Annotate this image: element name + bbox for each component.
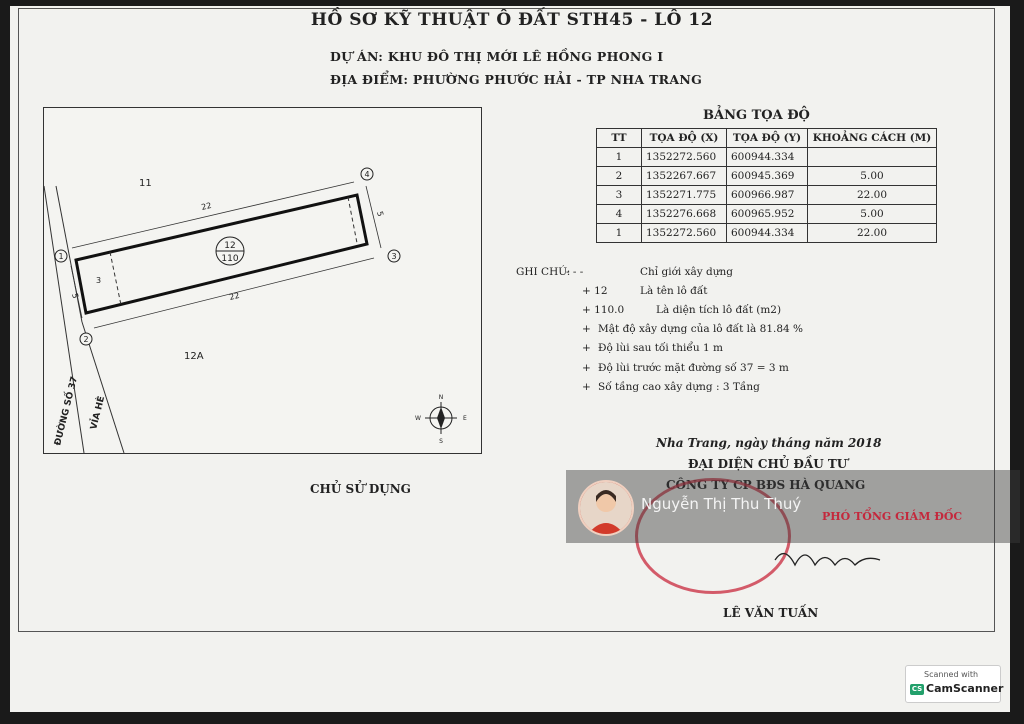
svg-text:1: 1: [58, 252, 64, 261]
handwritten-signature: [770, 540, 890, 580]
camscanner-name: CamScanner: [926, 682, 1004, 695]
col-distance: KHOẢNG CÁCH (M): [808, 129, 937, 148]
svg-text:W: W: [415, 415, 421, 422]
svg-text:3: 3: [391, 252, 397, 261]
camscanner-logo-icon: CS: [911, 685, 923, 693]
note-text: Là tên lô đất: [640, 285, 708, 297]
lot-above-label: 11: [139, 178, 152, 189]
note-symbol: + 110.0: [582, 304, 625, 316]
rear-setback-line: [348, 197, 357, 243]
col-x: TỌA ĐỘ (X): [642, 129, 727, 148]
svg-text:S: S: [439, 438, 443, 445]
scanned-with-label: Scanned with: [924, 670, 979, 679]
table-row: 1 1352272.560 600944.334: [597, 148, 937, 167]
dimension-top-label: 22: [200, 200, 213, 212]
col-tt: TT: [597, 129, 642, 148]
note-text: Số tầng cao xây dựng : 3 Tầng: [598, 381, 760, 393]
dimension-left-label: 5: [70, 292, 81, 300]
corner-point-4: [361, 168, 373, 180]
note-text: Chỉ giới xây dựng: [640, 266, 734, 278]
notes-label: GHI CHÚ:: [516, 266, 571, 278]
document-title: HỒ SƠ KỸ THUẬT Ô ĐẤT STH45 - LÔ 12: [310, 10, 714, 30]
front-setback-line: [110, 252, 121, 305]
investor-rep: ĐẠI DIỆN CHỦ ĐẦU TƯ: [688, 457, 848, 471]
dimension-bottom-label: 22: [228, 290, 241, 302]
note-symbol: +: [582, 323, 591, 335]
svg-text:4: 4: [364, 170, 370, 179]
corner-point-2: [80, 333, 92, 345]
svg-text:2: 2: [83, 335, 89, 344]
note-symbol: +: [582, 381, 591, 393]
lot-area: 110: [221, 254, 239, 264]
lot-number: 12: [224, 241, 236, 251]
table-row: 1 1352272.560 600944.334 22.00: [597, 224, 937, 243]
dimension-right-label: 5: [375, 210, 386, 218]
setback-label: 3: [96, 276, 102, 285]
note-text: Mật độ xây dựng của lô đất là 81.84 %: [598, 323, 804, 335]
user-label: CHỦ SỬ DỤNG: [310, 482, 411, 496]
avatar[interactable]: [578, 480, 634, 536]
dimension-line-right: [366, 186, 381, 248]
camscanner-watermark: [905, 665, 1004, 703]
date-line: Nha Trang, ngày tháng năm 2018: [656, 436, 882, 450]
note-symbol: - - -: [566, 266, 584, 278]
corner-point-1: [55, 250, 67, 262]
table-row: 4 1352276.668 600965.952 5.00: [597, 205, 937, 224]
note-text: Độ lùi trước mặt đường số 37 = 3 m: [598, 362, 789, 374]
note-text: Độ lùi sau tối thiểu 1 m: [598, 342, 723, 354]
coordinate-table: [596, 128, 937, 243]
company-name: CÔNG TY CP BĐS HÀ QUANG: [666, 478, 866, 492]
col-y: TỌA ĐỘ (Y): [727, 129, 808, 148]
table-row: 2 1352267.667 600945.369 5.00: [597, 167, 937, 186]
lot-below-label: 12A: [184, 351, 204, 362]
signer-position: PHÓ TỔNG GIÁM ĐỐC: [822, 510, 963, 523]
corner-point-3: [388, 250, 400, 262]
note-symbol: +: [582, 342, 591, 354]
table-header-row: [597, 129, 937, 148]
location-line: ĐỊA ĐIỂM: PHƯỜNG PHƯỚC HẢI - TP NHA TRANG: [330, 72, 703, 87]
note-symbol: +: [582, 362, 591, 374]
note-text: Là diện tích lô đất (m2): [656, 304, 782, 316]
dimension-line-top: [72, 182, 354, 248]
compass-icon: [415, 394, 467, 445]
note-symbol: + 12: [582, 285, 608, 297]
coordinate-table-title: BẢNG TỌA ĐỘ: [703, 108, 810, 123]
table-row: 3 1352271.775 600966.987 22.00: [597, 186, 937, 205]
site-plan: [43, 107, 482, 454]
sidewalk-label: VỈA HÈ: [89, 395, 108, 431]
svg-text:N: N: [438, 394, 444, 401]
signer-name: LÊ VĂN TUẤN: [723, 606, 819, 620]
svg-text:E: E: [463, 415, 467, 422]
road-label: ĐƯỜNG SỐ 37: [53, 375, 81, 447]
profile-name: Nguyễn Thị Thu Thuý: [641, 495, 802, 513]
site-plan-drawing: [44, 108, 481, 453]
project-line: DỰ ÁN: KHU ĐÔ THỊ MỚI LÊ HỒNG PHONG I: [330, 49, 664, 64]
